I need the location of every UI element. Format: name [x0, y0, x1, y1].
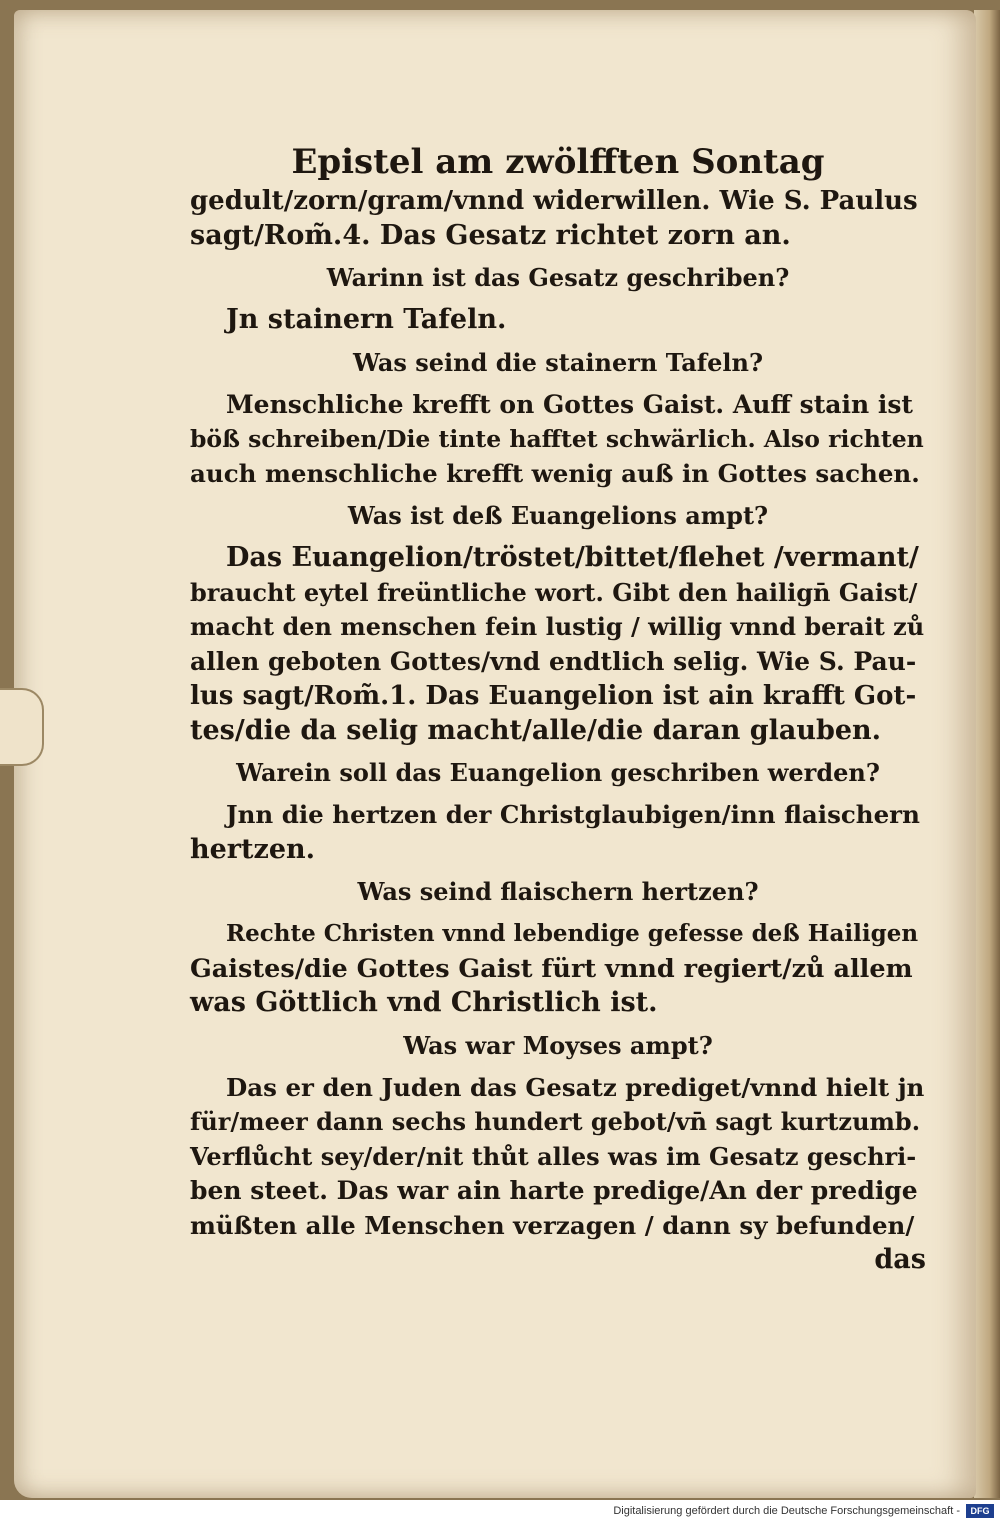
- text-line: Das Euangelion/tröstet/bittet/flehet /vermant/: [226, 542, 919, 573]
- text-line: für/meer dann sechs hundert gebot/vn̄ sagt kurtzumb.: [190, 1107, 921, 1136]
- question-heading: Was ist deß Euangelions ampt?: [347, 501, 769, 530]
- text-line: sagt/Rom̃.4. Das Gesatz richtet zorn an.: [190, 219, 791, 251]
- text-line: macht den menschen fein lustig / willig vnnd berait zů: [190, 612, 925, 641]
- text-line: Das er den Juden das Gesatz prediget/vnnd hielt jn: [226, 1072, 925, 1102]
- catchword: das: [874, 1244, 926, 1275]
- question-heading: Warinn ist das Gesatz geschriben?: [326, 263, 790, 292]
- text-line: böß schreiben/Die tinte hafftet schwärlich. Also richten: [190, 425, 924, 453]
- book-fore-edge: [974, 10, 1000, 1498]
- text-line: Jn stainern Tafeln.: [226, 304, 507, 335]
- question-heading: Was seind die stainern Tafeln?: [352, 347, 764, 377]
- question-heading: Warein soll das Euangelion geschriben werden?: [236, 758, 880, 787]
- text-line: gedult/zorn/gram/vnnd widerwillen. Wie S. Paulus: [190, 186, 918, 216]
- text-line: Jnn die hertzen der Christglaubigen/inn flaischern: [226, 800, 920, 829]
- text-line: lus sagt/Rom̃.1. Das Euangelion ist ain krafft Got-: [190, 681, 917, 711]
- page-clip-tab: [0, 688, 44, 766]
- text-line: müßten alle Menschen verzagen / dann sy befunden/: [190, 1210, 915, 1240]
- running-heading: Epistel am zwölfften Sontag: [291, 142, 825, 182]
- text-line: was Göttlich vnd Christlich ist.: [190, 987, 658, 1018]
- text-line: Menschliche krefft on Gottes Gaist. Auff stain ist: [226, 389, 913, 419]
- text-line: auch menschliche krefft wenig auß in Gottes sachen.: [190, 458, 920, 488]
- text-line: Verflůcht sey/der/nit thůt alles was im Gesatz geschri-: [190, 1141, 917, 1171]
- text-line: ben steet. Das war ain harte predige/An der predige: [190, 1176, 918, 1205]
- text-line: braucht eytel freüntliche wort. Gibt den hailign̄ Gaist/: [190, 577, 918, 607]
- text-line: allen geboten Gottes/vnd endtlich selig. Wie S. Pau-: [190, 646, 917, 676]
- text-line: Rechte Christen vnnd lebendige gefesse deß Hailigen: [226, 920, 919, 947]
- question-heading: Was seind flaischern hertzen?: [357, 877, 759, 906]
- question-heading: Was war Moyses ampt?: [403, 1030, 713, 1060]
- page-text: [190, 140, 926, 1278]
- text-line: tes/die da selig macht/alle/die daran glauben.: [190, 714, 882, 746]
- dfg-logo: DFG: [966, 1504, 994, 1518]
- funding-credit: Digitalisierung gefördert durch die Deutsche Forschungsgemeinschaft -: [613, 1505, 960, 1517]
- text-line: hertzen.: [190, 833, 316, 865]
- footer-bar: [0, 1500, 1000, 1522]
- text-blocks: [190, 184, 926, 1243]
- text-line: Gaistes/die Gottes Gaist fürt vnnd regiert/zů allem: [190, 953, 913, 984]
